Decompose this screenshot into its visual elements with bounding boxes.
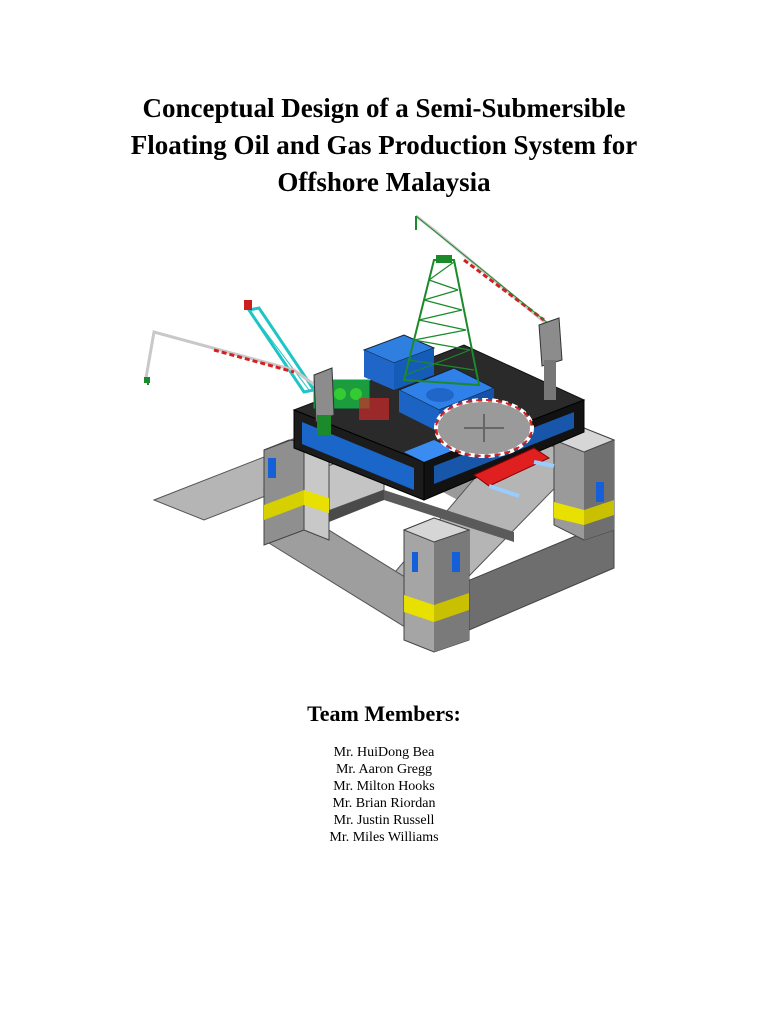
team-member-list [234, 744, 534, 846]
title-line: Conceptual Design of a Semi-Submersible [142, 93, 626, 123]
title-line: Offshore Malaysia [277, 167, 491, 197]
team-member: Mr. Justin Russell [333, 813, 435, 828]
platform-illustration [134, 200, 634, 670]
team-member: Mr. Brian Riordan [332, 796, 436, 811]
team-member: Mr. Aaron Gregg [335, 762, 433, 777]
team-member: Mr. HuiDong Bea [333, 745, 435, 760]
team-heading: Team Members: [307, 701, 461, 726]
title-line: Floating Oil and Gas Production System for [130, 130, 638, 160]
team-member: Mr. Miles Williams [329, 830, 439, 845]
team-member: Mr. Milton Hooks [333, 779, 435, 794]
document-title [84, 90, 684, 201]
